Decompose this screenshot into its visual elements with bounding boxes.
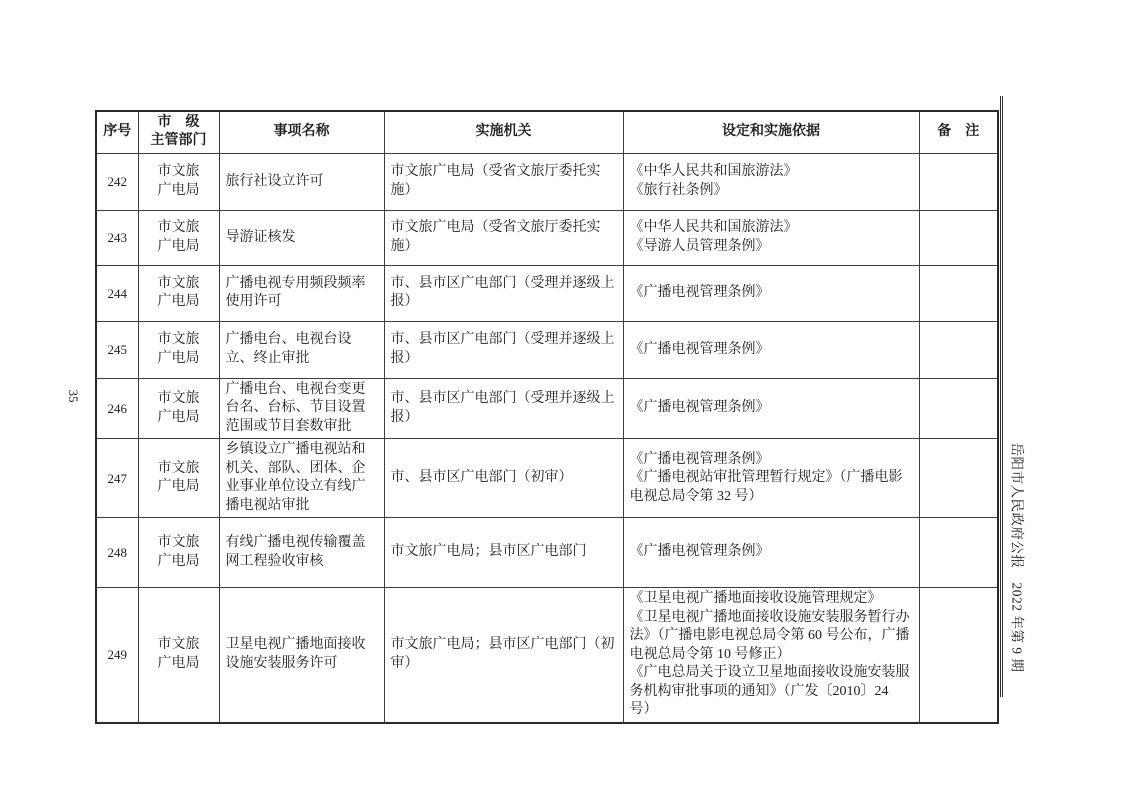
cell-basis	[623, 321, 919, 378]
cell-agency: 市文旅广电局；县市区广电部门	[384, 518, 623, 588]
cell-remarks	[919, 265, 998, 321]
cell-agency: 市、县市区广电部门（受理并逐级上报）	[384, 378, 623, 438]
table-row	[96, 210, 998, 265]
col-header-department	[138, 111, 219, 153]
cell-agency: 市文旅广电局（受省文旅厅委托实施）	[384, 153, 623, 210]
cell-basis	[623, 588, 919, 723]
cell-index: 246	[96, 378, 138, 438]
cell-basis	[623, 378, 919, 438]
cell-department-text: 市文旅广电局	[157, 391, 200, 425]
cell-department-text: 市文旅广电局	[157, 637, 200, 671]
col-header-index: 序号	[96, 111, 138, 153]
cell-item-name: 广播电台、电视台变更台名、台标、节目设置范围或节目套数审批	[219, 378, 384, 438]
table-row	[96, 265, 998, 321]
col-header-department-line1: 市 级	[157, 115, 200, 130]
cell-agency: 市文旅广电局；县市区广电部门（初审）	[384, 588, 623, 723]
cell-remarks	[919, 210, 998, 265]
table-row	[96, 518, 998, 588]
table-row	[96, 588, 998, 723]
cell-index: 243	[96, 210, 138, 265]
cell-item-name: 卫星电视广播地面接收设施安装服务许可	[219, 588, 384, 723]
cell-remarks	[919, 153, 998, 210]
cell-basis	[623, 518, 919, 588]
basis-line: 《卫星电视广播地面接收设施管理规定》	[629, 591, 882, 607]
cell-item-name: 旅行社设立许可	[219, 153, 384, 210]
col-header-item-name: 事项名称	[219, 111, 384, 153]
cell-department	[138, 378, 219, 438]
cell-remarks	[919, 378, 998, 438]
cell-basis	[623, 265, 919, 321]
table-header-row	[96, 111, 998, 153]
basis-line: 《广播电视管理条例》	[629, 400, 770, 416]
col-header-remarks: 备 注	[919, 111, 998, 153]
basis-line: 《广播电视管理条例》	[629, 544, 770, 560]
cell-department	[138, 210, 219, 265]
cell-department-text: 市文旅广电局	[157, 275, 200, 310]
table-row	[96, 439, 998, 518]
cell-agency: 市文旅广电局（受省文旅厅委托实施）	[384, 210, 623, 265]
margin-double-rule	[1000, 96, 1003, 697]
cell-basis	[623, 210, 919, 265]
basis-line: 《旅行社条例》	[629, 182, 728, 198]
col-header-basis: 设定和实施依据	[623, 111, 919, 153]
cell-item-name: 有线广播电视传输覆盖网工程验收审核	[219, 518, 384, 588]
cell-department	[138, 153, 219, 210]
cell-department	[138, 518, 219, 588]
cell-item-name: 广播电视专用频段频率使用许可	[219, 265, 384, 321]
cell-agency: 市、县市区广电部门（受理并逐级上报）	[384, 265, 623, 321]
cell-basis	[623, 439, 919, 518]
cell-item-name: 乡镇设立广播电视站和机关、部队、团体、企业事业单位设立有线广播电视站审批	[219, 439, 384, 518]
cell-agency: 市、县市区广电部门（受理并逐级上报）	[384, 321, 623, 378]
table-row	[96, 378, 998, 438]
cell-index: 247	[96, 439, 138, 518]
cell-remarks	[919, 518, 998, 588]
basis-line: 《广播电视管理条例》	[629, 285, 770, 301]
cell-remarks	[919, 439, 998, 518]
cell-item-name: 导游证核发	[219, 210, 384, 265]
cell-remarks	[919, 321, 998, 378]
cell-department	[138, 321, 219, 378]
table-row	[96, 153, 998, 210]
basis-line: 《广播电视管理条例》	[629, 341, 770, 357]
basis-line: 《广电总局关于设立卫星地面接收设施安装服务机构审批事项的通知》（广发〔2010〕24 号）	[629, 665, 910, 718]
cell-department-text: 市文旅广电局	[157, 460, 200, 495]
cell-department-text: 市文旅广电局	[157, 220, 200, 254]
table-head	[96, 111, 998, 153]
cell-department	[138, 588, 219, 723]
table-row	[96, 321, 998, 378]
cell-index: 249	[96, 588, 138, 723]
basis-line: 《导游人员管理条例》	[629, 238, 770, 254]
cell-basis	[623, 153, 919, 210]
cell-department	[138, 265, 219, 321]
cell-department-text: 市文旅广电局	[157, 332, 200, 366]
cell-department-text: 市文旅广电局	[157, 164, 200, 198]
basis-line: 《广播电视管理条例》	[629, 451, 770, 467]
cell-index: 244	[96, 265, 138, 321]
cell-index: 242	[96, 153, 138, 210]
table-body	[96, 153, 998, 722]
basis-line: 《中华人民共和国旅游法》	[629, 220, 798, 236]
cell-item-name: 广播电台、电视台设立、终止审批	[219, 321, 384, 378]
basis-line: 《中华人民共和国旅游法》	[629, 164, 798, 180]
cell-agency: 市、县市区广电部门（初审）	[384, 439, 623, 518]
basis-line: 《广播电视站审批管理暂行规定》（广播电影电视总局令第 32 号）	[629, 470, 903, 504]
cell-department	[138, 439, 219, 518]
gazette-margin-label: 岳阳市人民政府公报 2022 年第 9 期	[1009, 442, 1025, 673]
col-header-agency: 实施机关	[384, 111, 623, 153]
cell-department-text: 市文旅广电局	[157, 535, 200, 569]
basis-line: 《卫星电视广播地面接收设施安装服务暂行办法》（广播电影电视总局令第 60 号公布，广播电视总局令第 10 号修正）	[629, 609, 910, 662]
licensing-items-table	[95, 110, 999, 724]
cell-remarks	[919, 588, 998, 723]
cell-index: 248	[96, 518, 138, 588]
page-number: 35	[66, 389, 81, 403]
cell-index: 245	[96, 321, 138, 378]
col-header-department-line2: 主管部门	[150, 133, 207, 149]
